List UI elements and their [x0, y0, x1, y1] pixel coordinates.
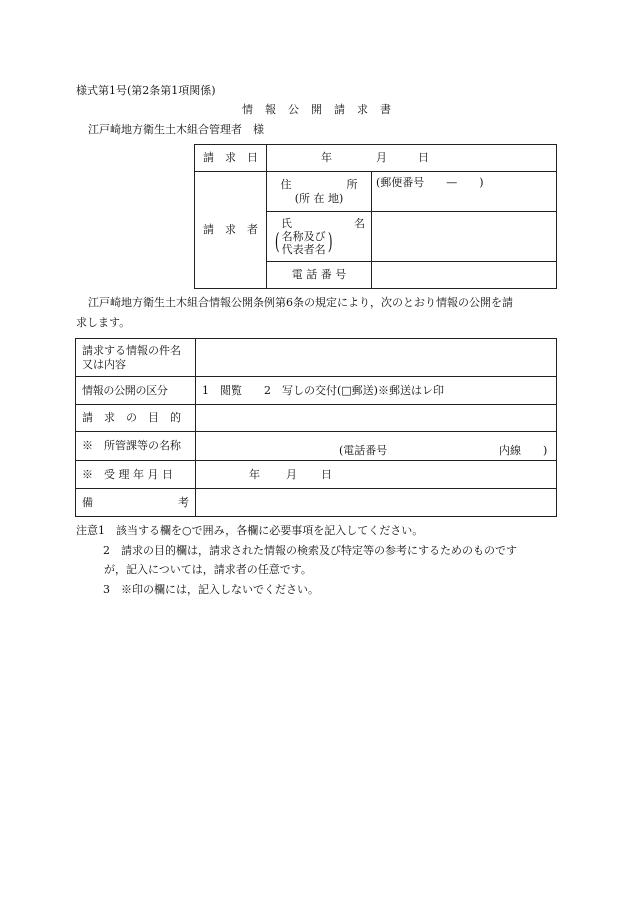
- received-date-row: [76, 461, 557, 489]
- name-label-right: 名: [354, 216, 365, 230]
- purpose-value-cell[interactable]: [196, 405, 557, 432]
- remarks-value-cell[interactable]: [196, 489, 557, 517]
- purpose-row: [76, 405, 557, 432]
- postal-code: (郵便番号 — ): [376, 176, 484, 189]
- requester-label: 請 求 者: [203, 223, 258, 237]
- category-label-cell: [76, 377, 196, 405]
- addressee: 江戸崎地方衛生土木組合管理者 様: [88, 123, 264, 136]
- name-label-left: 氏: [281, 216, 292, 230]
- category-row: [76, 377, 557, 405]
- address-sublabel: (所 在 地): [294, 191, 344, 205]
- received-month: 月: [286, 467, 297, 481]
- subject-label-2: 又は内容: [82, 357, 126, 371]
- category-label: 情報の公開の区分: [82, 383, 168, 397]
- address-label-cell: [267, 172, 372, 212]
- subject-label-cell: [76, 339, 196, 377]
- date-year: 年: [321, 151, 332, 164]
- purpose-label: 請 求 の 目 的: [82, 411, 181, 425]
- date-day: 日: [418, 151, 429, 164]
- remarks-row: [76, 489, 557, 517]
- department-row: [76, 432, 557, 461]
- request-date-label: 請 求 日: [203, 151, 258, 165]
- category-options: 1 閲覧 2 写しの交付(□郵送)※郵送はレ印: [202, 383, 444, 397]
- date-month: 月: [376, 151, 387, 164]
- remarks-label-right: 考: [178, 495, 189, 509]
- category-value-cell[interactable]: [196, 377, 557, 405]
- note-1: 注意1 該当する欄を○で囲み，各欄に必要事項を記入してください。: [76, 524, 424, 537]
- name-sublabel-2: 代表者名: [281, 243, 326, 257]
- department-extension: 内線 ): [499, 444, 548, 457]
- address-value-cell[interactable]: [372, 172, 557, 212]
- address-row: [195, 172, 557, 212]
- phone-label: 電 話 番 号: [291, 268, 347, 282]
- address-label: 住 所: [280, 177, 358, 191]
- note-3: 3 ※印の欄には，記入しないでください。: [103, 583, 319, 596]
- phone-label-cell: [267, 262, 372, 289]
- intro-line-1: 江戸崎地方衛生土木組合情報公開条例第6条の規定により，次のとおり情報の公開を請: [88, 296, 513, 309]
- form-number: 様式第1号(第2条第1項関係): [76, 84, 216, 97]
- received-year: 年: [249, 467, 260, 481]
- department-label-cell: [76, 432, 196, 461]
- received-date-value-cell[interactable]: [196, 461, 557, 489]
- document-title: 情 報 公 開 請 求 書: [242, 103, 392, 116]
- note-2-line-1: 2 請求の目的欄は，請求された情報の検索及び特定等の参考にするためのものです: [103, 544, 517, 557]
- name-label-cell: 氏 名 ( 名称及び 代表者名 ): [267, 212, 372, 262]
- request-date-label-cell: [195, 145, 267, 172]
- request-date-row: [195, 145, 557, 172]
- department-value-cell[interactable]: [196, 432, 557, 461]
- name-sublabel-1: 名称及び: [281, 230, 326, 244]
- name-value-cell[interactable]: [372, 212, 557, 262]
- intro-line-2: 求します。: [76, 316, 131, 329]
- request-detail-table: [75, 338, 557, 517]
- subject-value-cell[interactable]: [196, 339, 557, 377]
- department-label: ※ 所管課等の名称: [82, 439, 181, 453]
- request-date-value-cell[interactable]: [267, 145, 557, 172]
- requester-label-cell: [195, 172, 267, 289]
- requester-table: [194, 144, 557, 289]
- purpose-label-cell: [76, 405, 196, 432]
- received-day: 日: [321, 467, 332, 481]
- department-phone: (電話番号: [339, 444, 388, 457]
- received-date-label: ※ 受 理 年 月 日: [82, 467, 173, 481]
- received-date-label-cell: [76, 461, 196, 489]
- phone-value-cell[interactable]: [372, 262, 557, 289]
- subject-label-1: 請求する情報の件名: [82, 343, 181, 357]
- subject-row: [76, 339, 557, 377]
- note-2-line-2: が，記入については，請求者の任意です。: [104, 563, 312, 576]
- remarks-label-cell: [76, 489, 196, 517]
- remarks-label-left: 備: [82, 495, 93, 509]
